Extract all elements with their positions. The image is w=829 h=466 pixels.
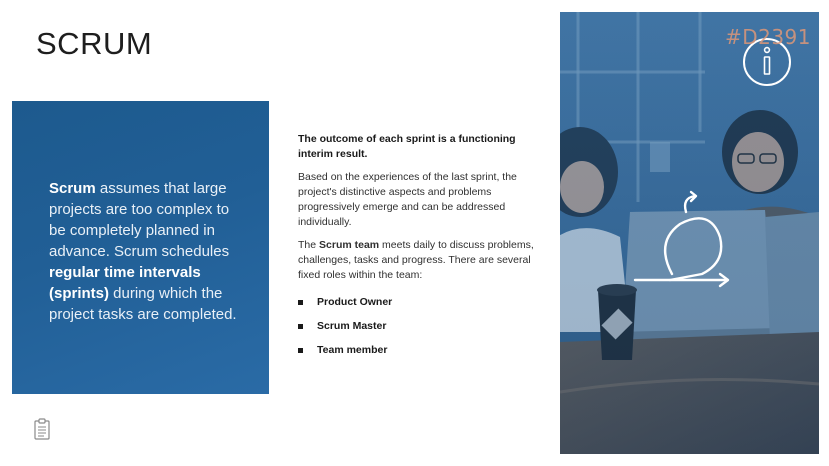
intro-text <box>49 180 237 323</box>
role-label: Team member <box>317 344 388 356</box>
intro-text-end: during which the project tasks are completed. <box>49 285 237 323</box>
role-item <box>298 295 534 310</box>
slide-title: SCRUM <box>36 26 153 61</box>
intro-sprints-bold: regular time intervals (sprints) <box>49 264 201 302</box>
role-item <box>298 343 534 358</box>
role-item <box>298 319 534 334</box>
intro-text-part: assumes that large projects are too complex to be completely planned in advance. Scrum schedules <box>49 180 230 260</box>
details-paragraph-1: Based on the experiences of the last sprint, the project's distinctive aspects and problems progressively emerge and can be addressed individually. <box>298 171 517 228</box>
team-photo <box>560 12 819 454</box>
p2-suffix: meets daily to discuss problems, challenges, tasks and progress. There are several fixed roles within the team: <box>298 239 534 281</box>
roles-list <box>298 295 534 358</box>
watermark-code: #D2391 <box>724 25 811 49</box>
bullet-icon <box>298 324 303 329</box>
details-heading: The outcome of each sprint is a functioning interim result. <box>298 133 516 160</box>
details-paragraph-2 <box>298 238 534 283</box>
scrum-team-bold: Scrum team <box>319 239 380 251</box>
intro-box <box>12 101 269 394</box>
role-label: Scrum Master <box>317 320 387 332</box>
role-label: Product Owner <box>317 296 393 308</box>
details-column <box>298 132 534 367</box>
p2-prefix: The <box>298 239 320 251</box>
bullet-icon <box>298 300 303 305</box>
intro-scrum-bold: Scrum <box>49 180 96 197</box>
bullet-icon <box>298 348 303 353</box>
team-photo-illustration <box>560 12 819 454</box>
clipboard-icon[interactable] <box>34 418 50 445</box>
